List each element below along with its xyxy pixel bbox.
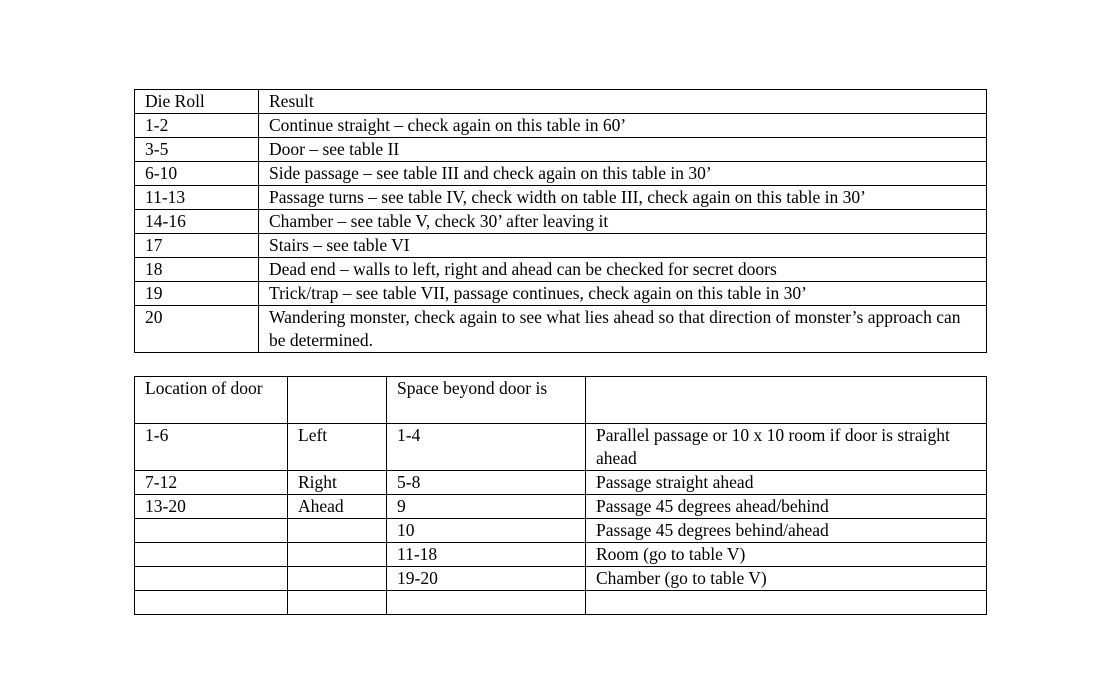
space-roll-cell [387,591,586,615]
space-roll-header: Space beyond door is [387,377,586,424]
space-result-cell: Room (go to table V) [586,543,987,567]
direction-cell [288,543,387,567]
table-row [135,306,987,353]
direction-header [288,377,387,424]
die-roll-header: Die Roll [135,90,259,114]
direction-cell: Ahead [288,495,387,519]
location-cell [135,543,288,567]
location-cell [135,519,288,543]
die-roll-cell: 18 [135,258,259,282]
die-roll-cell: 17 [135,234,259,258]
table-row [135,424,987,471]
location-cell [135,591,288,615]
result-cell: Trick/trap – see table VII, passage continues, check again on this table in 30’ [259,282,987,306]
direction-cell: Left [288,424,387,471]
space-roll-cell: 9 [387,495,586,519]
result-cell: Door – see table II [259,138,987,162]
direction-cell [288,519,387,543]
die-roll-cell: 1-2 [135,114,259,138]
location-cell: 7-12 [135,471,288,495]
passage-table [134,89,987,353]
die-roll-cell: 19 [135,282,259,306]
location-cell: 1-6 [135,424,288,471]
die-roll-cell: 14-16 [135,210,259,234]
result-header: Result [259,90,987,114]
table-row [135,138,987,162]
space-roll-cell: 1-4 [387,424,586,471]
space-result-cell: Passage 45 degrees ahead/behind [586,495,987,519]
table-row [135,210,987,234]
location-header: Location of door [135,377,288,424]
table-row [135,234,987,258]
space-result-cell [586,591,987,615]
direction-cell: Right [288,471,387,495]
result-cell: Side passage – see table III and check again on this table in 30’ [259,162,987,186]
table-row [135,114,987,138]
table-row [135,282,987,306]
space-result-cell: Parallel passage or 10 x 10 room if door is straight ahead [586,424,987,471]
space-roll-cell: 5-8 [387,471,586,495]
direction-cell [288,591,387,615]
result-cell: Continue straight – check again on this table in 60’ [259,114,987,138]
location-cell: 13-20 [135,495,288,519]
result-cell: Chamber – see table V, check 30’ after leaving it [259,210,987,234]
space-roll-cell: 11-18 [387,543,586,567]
table-row [135,591,987,615]
space-result-header [586,377,987,424]
die-roll-cell: 6-10 [135,162,259,186]
die-roll-cell: 20 [135,306,259,353]
die-roll-cell: 3-5 [135,138,259,162]
die-roll-cell: 11-13 [135,186,259,210]
result-cell: Stairs – see table VI [259,234,987,258]
result-cell: Wandering monster, check again to see what lies ahead so that direction of monster’s approach can be determined. [259,306,987,353]
space-result-cell: Passage straight ahead [586,471,987,495]
space-result-cell: Passage 45 degrees behind/ahead [586,519,987,543]
result-cell: Dead end – walls to left, right and ahead can be checked for secret doors [259,258,987,282]
table-row [135,258,987,282]
space-roll-cell: 19-20 [387,567,586,591]
table-header-row [135,90,987,114]
result-cell: Passage turns – see table IV, check width on table III, check again on this table in 30’ [259,186,987,210]
table-row [135,567,987,591]
table-row [135,543,987,567]
table-row [135,471,987,495]
direction-cell [288,567,387,591]
table-row [135,186,987,210]
table-row [135,519,987,543]
table-row [135,162,987,186]
space-roll-cell: 10 [387,519,586,543]
location-cell [135,567,288,591]
space-result-cell: Chamber (go to table V) [586,567,987,591]
table-header-row [135,377,987,424]
table-row [135,495,987,519]
door-table [134,376,987,615]
